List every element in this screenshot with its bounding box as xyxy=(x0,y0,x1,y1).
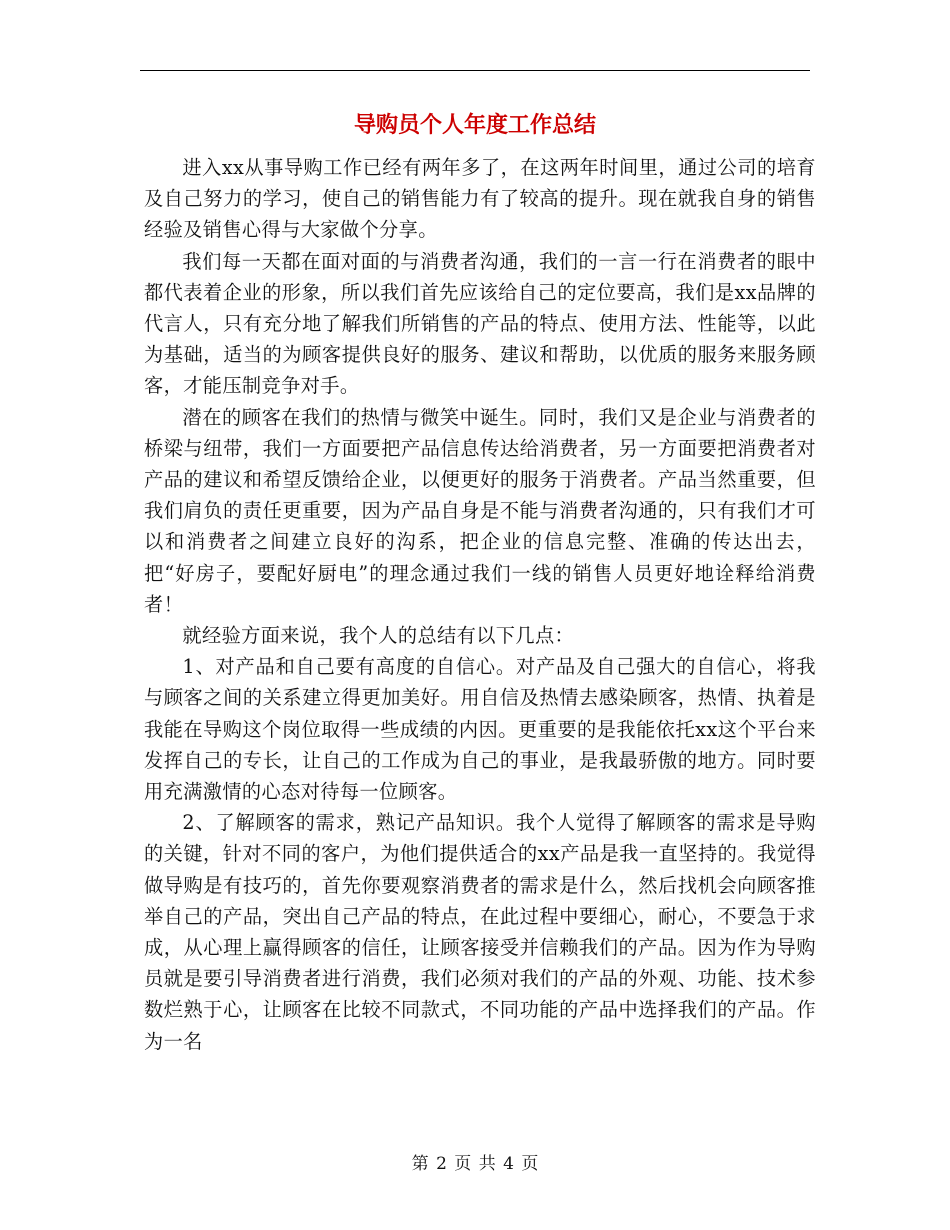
header-rule xyxy=(140,70,810,71)
document-body xyxy=(144,152,816,1057)
paragraph-5: 1、对产品和自己要有高度的自信心。对产品及自己强大的自信心，将我与顾客之间的关系建立得更加美好。用自信及热情去感染顾客，热情、执着是我能在导购这个岗位取得一些成绩的内因。更重要的是我能依托xx这个平台来发挥自己的专长，让自己的工作成为自己的事业，是我最骄傲的地方。同时要用充满激情的心态对待每一位顾客。 xyxy=(144,655,816,804)
paragraph-2: 我们每一天都在面对面的与消费者沟通，我们的一言一行在消费者的眼中都代表着企业的形象，所以我们首先应该给自己的定位要高，我们是xx品牌的代言人，只有充分地了解我们所销售的产品的特点、使用方法、性能等，以此为基础，适当的为顾客提供良好的服务、建议和帮助，以优质的服务来服务顾客，才能压制竞争对手。 xyxy=(144,249,816,398)
paragraph-6: 2、了解顾客的需求，熟记产品知识。我个人觉得了解顾客的需求是导购的关键，针对不同的客户，为他们提供适合的xx产品是我一直坚持的。我觉得做导购是有技巧的，首先你要观察消费者的需求是什么，然后找机会向顾客推举自己的产品，突出自己产品的特点，在此过程中要细心，耐心，不要急于求成，从心理上赢得顾客的信任，让顾客接受并信赖我们的产品。因为作为导购员就是要引导消费者进行消费，我们必须对我们的产品的外观、功能、技术参数烂熟于心，让顾客在比较不同款式，不同功能的产品中选择我们的产品。作为一名 xyxy=(144,811,816,1053)
paragraph-4: 就经验方面来说，我个人的总结有以下几点： xyxy=(182,624,575,648)
paragraph-3: 潜在的顾客在我们的热情与微笑中诞生。同时，我们又是企业与消费者的桥梁与纽带，我们一方面要把产品信息传达给消费者，另一方面要把消费者对产品的建议和希望反馈给企业，以便更好的服务于消费者。产品当然重要，但我们肩负的责任更重要，因为产品自身是不能与消费者沟通的，只有我们才可以和消费者之间建立良好的沟系，把企业的信息完整、准确的传达出去，把“好房子，要配好厨电”的理念通过我们一线的销售人员更好地诠释给消费者！ xyxy=(144,405,816,616)
paragraph-1: 进入xx从事导购工作已经有两年多了，在这两年时间里，通过公司的培育及自己努力的学习，使自己的销售能力有了较高的提升。现在就我自身的销售经验及销售心得与大家做个分享。 xyxy=(144,156,816,242)
page-footer: 第 2 页 共 4 页 xyxy=(411,1154,539,1174)
document-title: 导购员个人年度工作总结 xyxy=(353,113,596,138)
